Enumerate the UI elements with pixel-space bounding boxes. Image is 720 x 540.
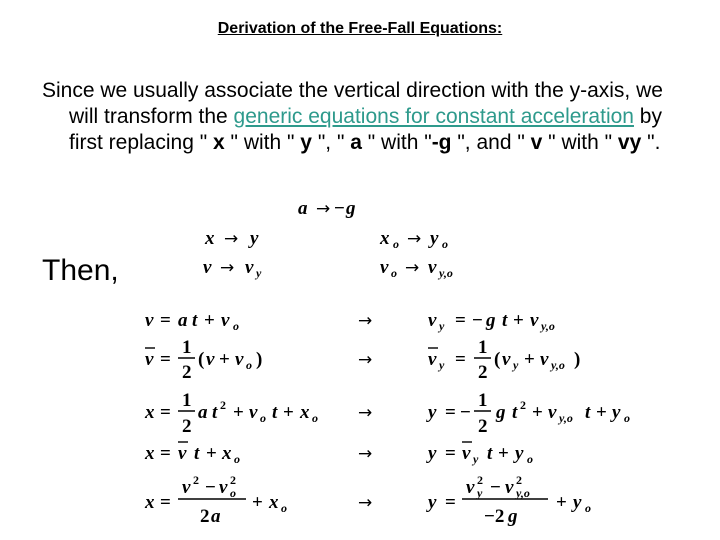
svg-text:y: y — [515, 443, 524, 464]
svg-text:t: t — [502, 310, 508, 331]
svg-text:→: → — [220, 258, 235, 278]
equation-velocity-squared-right — [426, 473, 591, 527]
svg-text:2: 2 — [516, 473, 522, 487]
arrow-icon: → — [358, 311, 373, 331]
var-a: a — [350, 131, 362, 154]
svg-text:v: v — [540, 349, 549, 370]
svg-text:y: y — [428, 443, 437, 464]
sub-xo-to-yo — [379, 228, 448, 251]
svg-text:): ) — [256, 349, 263, 370]
intro-text: ", " — [311, 131, 351, 154]
svg-text:+: + — [204, 310, 215, 331]
svg-text:g: g — [486, 310, 496, 331]
svg-text:o: o — [442, 237, 448, 251]
svg-text:2: 2 — [477, 473, 483, 487]
svg-text:2: 2 — [182, 416, 192, 437]
svg-text:−: − — [490, 477, 501, 498]
svg-text:y: y — [428, 492, 437, 513]
svg-text:v: v — [206, 349, 215, 370]
svg-text:1: 1 — [478, 390, 488, 411]
svg-text:t: t — [487, 443, 493, 464]
svg-text:o: o — [230, 486, 236, 500]
equation-avg-position-left — [144, 442, 240, 466]
var-y: y — [300, 131, 312, 154]
svg-text:=: = — [160, 492, 171, 513]
intro-text: " with " — [224, 131, 301, 154]
svg-text:−: − — [334, 198, 345, 219]
svg-text:y: y — [573, 492, 582, 513]
svg-text:o: o — [585, 501, 591, 515]
svg-text:+: + — [233, 402, 244, 423]
svg-text:+: + — [252, 492, 263, 513]
svg-text:y: y — [612, 402, 621, 423]
svg-text:x: x — [145, 492, 155, 513]
svg-text:y: y — [250, 228, 259, 249]
page-title-text: Derivation of the Free-Fall Equations: — [217, 20, 503, 37]
svg-text:o: o — [281, 501, 287, 515]
svg-text:x: x — [205, 228, 215, 249]
svg-text:g: g — [508, 506, 518, 527]
arrow-icon: → — [358, 350, 373, 370]
svg-text:2: 2 — [520, 398, 526, 412]
svg-text:t: t — [585, 402, 591, 423]
svg-text:=: = — [160, 402, 171, 423]
equation-avg-velocity-right — [428, 337, 580, 383]
svg-text:y,o: y,o — [541, 319, 555, 333]
svg-text:v: v — [530, 310, 539, 331]
svg-text:y,o: y,o — [516, 486, 530, 500]
svg-text:=: = — [445, 402, 456, 423]
arrow-icon: → — [358, 444, 373, 464]
svg-text:y,o: y,o — [551, 358, 565, 372]
svg-text:2: 2 — [220, 398, 226, 412]
svg-text:t: t — [194, 443, 200, 464]
svg-text:v: v — [548, 402, 557, 423]
svg-text:=: = — [445, 492, 456, 513]
svg-text:y: y — [439, 358, 445, 372]
svg-text:t: t — [212, 402, 218, 423]
svg-text:=: = — [160, 310, 171, 331]
var-v: v — [530, 131, 543, 154]
svg-text:v: v — [219, 477, 228, 498]
svg-text:=: = — [445, 443, 456, 464]
svg-text:x: x — [145, 443, 155, 464]
svg-text:o: o — [624, 411, 630, 425]
intro-text: " with " — [361, 131, 432, 154]
arrow-icon: → — [358, 403, 373, 423]
svg-text:y: y — [439, 319, 445, 333]
arrow-icon: → — [358, 493, 373, 513]
svg-text:v: v — [249, 402, 258, 423]
equation-avg-velocity-left — [145, 337, 262, 383]
equation-velocity-squared-left — [144, 473, 287, 527]
svg-text:(: ( — [198, 349, 205, 370]
svg-text:x: x — [300, 402, 310, 423]
svg-text:v: v — [428, 257, 437, 278]
svg-text:1: 1 — [182, 390, 192, 411]
svg-text:y,o: y,o — [439, 266, 453, 280]
svg-text:(: ( — [494, 349, 501, 370]
svg-text:+: + — [532, 402, 543, 423]
svg-text:=: = — [160, 443, 171, 464]
svg-text:o: o — [391, 266, 397, 280]
svg-text:2: 2 — [200, 506, 210, 527]
svg-text:a: a — [178, 310, 188, 331]
svg-text:y: y — [256, 266, 262, 280]
svg-text:y: y — [428, 402, 437, 423]
svg-text:y: y — [430, 228, 439, 249]
svg-text:−: − — [472, 310, 483, 331]
svg-text:v: v — [428, 310, 437, 331]
svg-text:−2: −2 — [484, 506, 505, 527]
sub-x-to-y — [204, 228, 259, 249]
svg-text:v: v — [182, 477, 191, 498]
svg-text:v: v — [505, 477, 514, 498]
svg-text:v: v — [502, 349, 511, 370]
equation-position-left — [144, 390, 318, 437]
svg-text:2: 2 — [478, 362, 488, 383]
svg-text:v: v — [178, 443, 187, 464]
equation-velocity-right — [428, 310, 555, 333]
svg-text:−: − — [460, 402, 471, 423]
svg-text:o: o — [260, 411, 266, 425]
svg-text:y: y — [513, 358, 519, 372]
svg-text:+: + — [524, 349, 535, 370]
svg-text:o: o — [234, 452, 240, 466]
intro-text: ", and " — [451, 131, 531, 154]
svg-text:g: g — [346, 198, 356, 219]
equation-velocity-left — [145, 310, 239, 333]
svg-text:o: o — [312, 411, 318, 425]
intro-text: ". — [641, 131, 661, 154]
svg-text:v: v — [245, 257, 254, 278]
svg-text:v: v — [235, 349, 244, 370]
svg-text:o: o — [527, 452, 533, 466]
var-x: x — [213, 131, 225, 154]
svg-text:v: v — [145, 310, 154, 331]
svg-text:v: v — [428, 349, 437, 370]
svg-text:+: + — [283, 402, 294, 423]
intro-text: by first replacing " — [69, 105, 662, 154]
svg-text:2: 2 — [478, 416, 488, 437]
svg-text:y,o: y,o — [559, 411, 573, 425]
svg-text:v: v — [380, 257, 389, 278]
var-vy: vy — [617, 131, 642, 154]
sub-vo-to-vyo — [380, 257, 453, 280]
svg-text:v: v — [462, 443, 471, 464]
svg-text:o: o — [233, 319, 239, 333]
svg-text:+: + — [219, 349, 230, 370]
svg-text:t: t — [272, 402, 278, 423]
svg-text:v: v — [145, 349, 154, 370]
svg-text:x: x — [222, 443, 232, 464]
svg-text:=: = — [160, 349, 171, 370]
svg-text:y: y — [473, 452, 479, 466]
sub-v-to-vy — [203, 257, 262, 280]
svg-text:x: x — [145, 402, 155, 423]
svg-text:o: o — [393, 237, 399, 251]
svg-text:x: x — [380, 228, 390, 249]
svg-text:1: 1 — [182, 337, 192, 358]
svg-text:+: + — [556, 492, 567, 513]
svg-text:1: 1 — [478, 337, 488, 358]
svg-text:v: v — [221, 310, 230, 331]
svg-text:y: y — [477, 486, 483, 500]
svg-text:+: + — [206, 443, 217, 464]
svg-text:+: + — [596, 402, 607, 423]
sub-a-to-neg-g — [298, 198, 356, 219]
svg-text:t: t — [192, 310, 198, 331]
intro-text: " with " — [542, 131, 618, 154]
svg-text:+: + — [513, 310, 524, 331]
svg-text:): ) — [574, 349, 581, 370]
svg-text:2: 2 — [182, 362, 192, 383]
svg-text:→: → — [407, 229, 422, 249]
svg-text:→: → — [224, 229, 239, 249]
svg-text:a: a — [198, 402, 208, 423]
svg-text:x: x — [269, 492, 279, 513]
generic-equations-link[interactable]: generic equations for constant acceleration — [233, 105, 634, 128]
intro-text: Since we usually associate the vertical direction with the y-axis, we will transform the — [42, 79, 663, 128]
equation-position-right — [426, 390, 630, 437]
var-g: -g — [431, 131, 452, 154]
svg-text:2: 2 — [193, 473, 199, 487]
svg-text:=: = — [455, 349, 466, 370]
svg-text:=: = — [455, 310, 466, 331]
svg-text:−: − — [205, 477, 216, 498]
svg-text:v: v — [466, 477, 475, 498]
svg-text:a: a — [298, 198, 308, 219]
svg-text:a: a — [211, 506, 221, 527]
svg-text:g: g — [496, 402, 506, 423]
svg-text:→: → — [405, 258, 420, 278]
svg-text:o: o — [246, 358, 252, 372]
svg-text:t: t — [512, 402, 518, 423]
svg-text:→: → — [316, 199, 331, 219]
svg-text:2: 2 — [230, 473, 236, 487]
svg-text:+: + — [498, 443, 509, 464]
then-label: Then, — [42, 254, 119, 287]
svg-text:v: v — [203, 257, 212, 278]
equation-avg-position-right — [426, 442, 533, 466]
